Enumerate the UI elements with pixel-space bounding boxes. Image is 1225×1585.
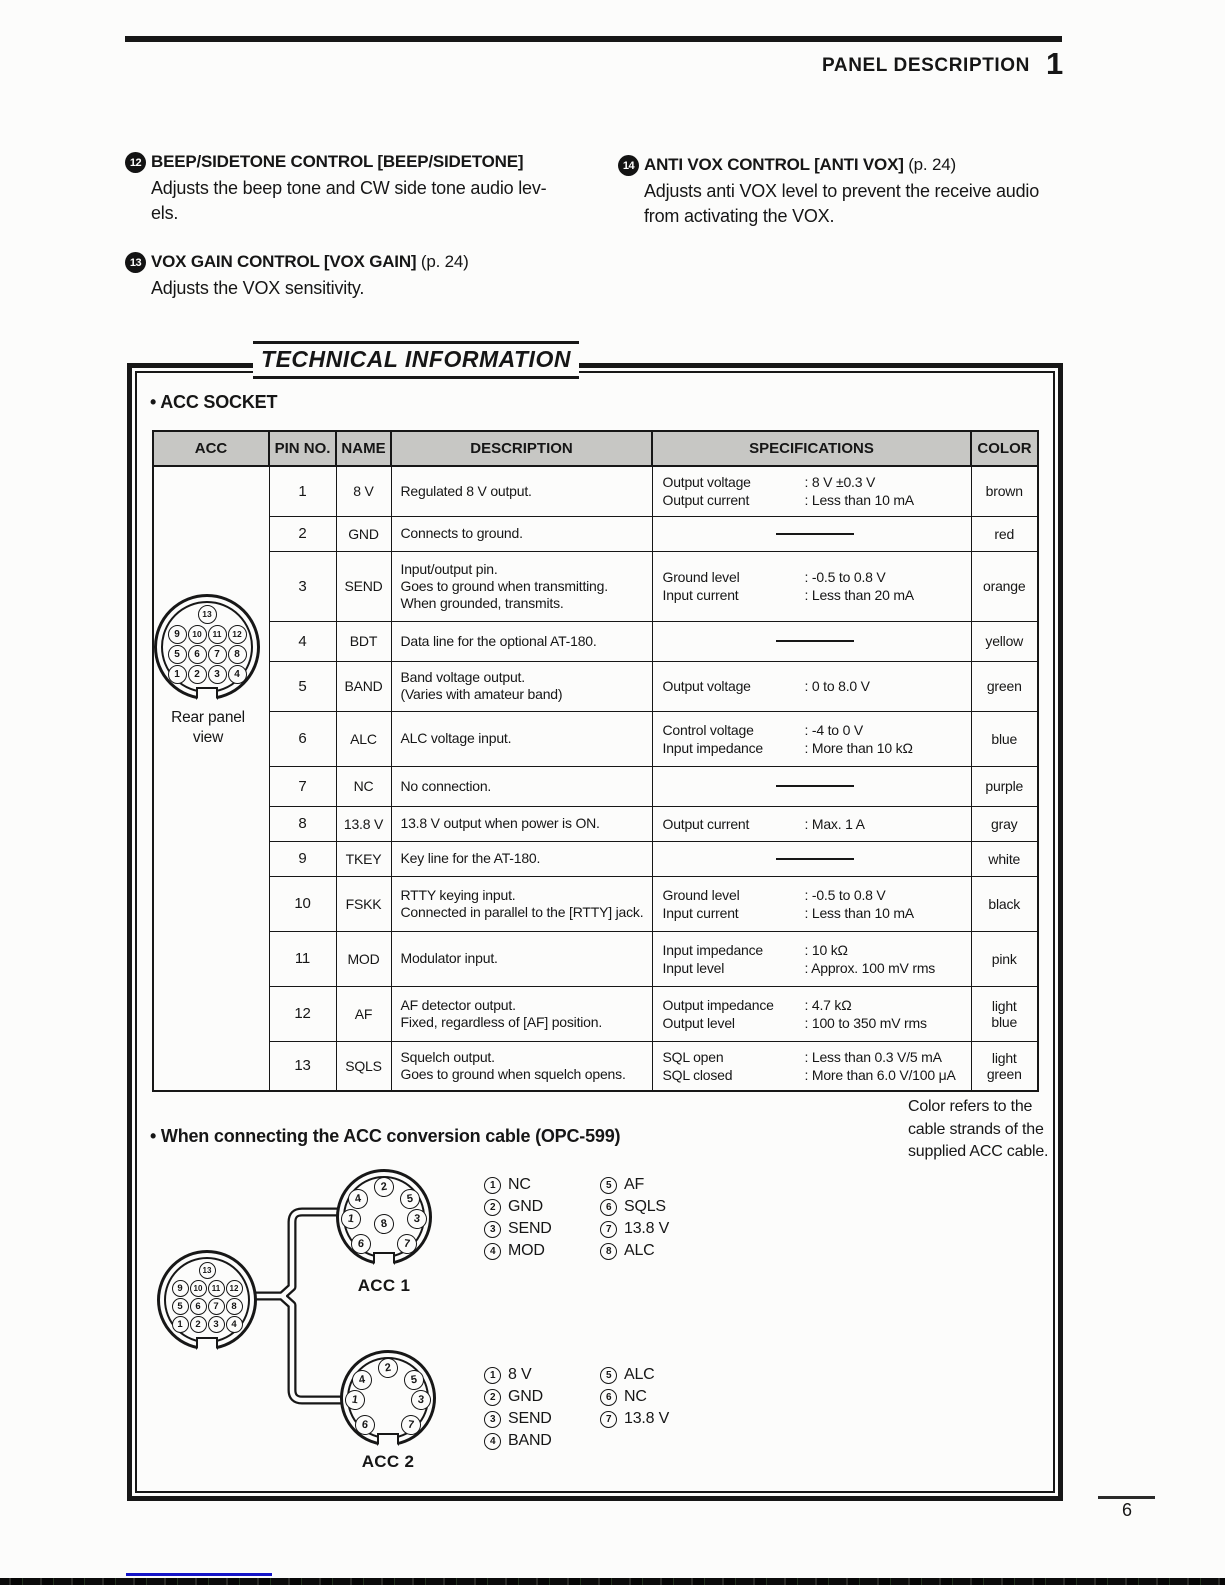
spec-label: Ground level	[662, 886, 740, 903]
pin-no-cell: 10	[269, 876, 336, 931]
page-ref: (p. 24)	[420, 252, 469, 271]
circled-pin-number: 3	[484, 1411, 501, 1428]
control-heading	[618, 155, 1108, 176]
pin-name: 8 V	[508, 1366, 532, 1383]
spec-value: : More than 6.0 V/100 μA	[804, 1066, 956, 1083]
acc1-pin-list-left	[484, 1174, 552, 1262]
color-cell: yellow	[971, 621, 1038, 661]
name-cell: GND	[336, 516, 391, 551]
pin-list-item	[600, 1386, 669, 1408]
pin-no-cell: 5	[269, 661, 336, 711]
spec-label: Output impedance	[662, 996, 774, 1013]
description-cell: Regulated 8 V output.	[391, 466, 652, 516]
pin-11: 11	[208, 625, 227, 644]
pin-3: 3	[208, 1316, 225, 1333]
circled-pin-number: 7	[600, 1221, 617, 1238]
pin-6: 6	[188, 645, 207, 664]
description-cell: RTTY keying input. Connected in parallel to the [RTTY] jack.	[391, 876, 652, 931]
spec-value: : 8 V ±0.3 V	[804, 474, 876, 491]
specifications-cell	[652, 516, 971, 551]
description-cell: No connection.	[391, 766, 652, 806]
pin-name: 13.8 V	[624, 1410, 670, 1427]
page-ref: (p. 24)	[908, 155, 956, 174]
pin-8: 8	[373, 1213, 396, 1236]
column-header-pin-no-: PIN NO.	[269, 431, 336, 466]
circled-pin-number: 3	[484, 1221, 501, 1238]
acc-socket-heading: • ACC SOCKET	[150, 392, 278, 412]
table-row	[153, 621, 1038, 661]
pin-no-cell: 1	[269, 466, 336, 516]
pin-name: ALC	[624, 1366, 655, 1383]
page-number: 6	[1121, 1500, 1132, 1520]
spec-value: : 100 to 350 mV rms	[804, 1014, 927, 1031]
pin-9: 9	[168, 625, 187, 644]
pin-name: GND	[508, 1388, 543, 1405]
control-title: BEEP/SIDETONE CONTROL [BEEP/SIDETONE]	[151, 152, 524, 171]
circled-pin-number: 4	[484, 1243, 501, 1260]
color-cell: red	[971, 516, 1038, 551]
pin-list-item	[484, 1196, 552, 1218]
circled-pin-number: 5	[600, 1367, 617, 1384]
conversion-13pin-socket	[157, 1250, 257, 1350]
pin-name: SEND	[508, 1410, 552, 1427]
name-cell: ALC	[336, 711, 391, 766]
spec-label: Output current	[662, 815, 750, 832]
specifications-cell	[652, 661, 971, 711]
pin-1: 1	[172, 1316, 189, 1333]
pin-no-cell: 12	[269, 986, 336, 1041]
pin-8: 8	[226, 1298, 243, 1315]
pin-3: 3	[410, 1389, 433, 1412]
pin-3: 3	[208, 665, 227, 684]
pin-list-item	[484, 1386, 552, 1408]
spec-value: : More than 10 kΩ	[804, 739, 913, 756]
control-body: Adjusts the beep tone and CW side tone audio lev- els.	[151, 178, 547, 223]
column-header-specifications: SPECIFICATIONS	[652, 431, 971, 466]
color-note: Color refers to the cable strands of the supplied ACC cable.	[908, 1098, 1049, 1160]
spec-label: SQL open	[662, 1048, 724, 1065]
acc1-connector	[336, 1169, 432, 1265]
spec-value: : Less than 10 mA	[804, 904, 914, 921]
acc-socket-table	[152, 430, 1039, 1092]
pin-13: 13	[199, 1262, 216, 1279]
table-row	[153, 931, 1038, 986]
pin-no-cell: 3	[269, 551, 336, 621]
pin-4: 4	[226, 1316, 243, 1333]
pin-name: SEND	[508, 1220, 552, 1237]
pin-4: 4	[351, 1369, 374, 1392]
pin-name: AF	[624, 1176, 645, 1193]
column-header-description: DESCRIPTION	[391, 431, 652, 466]
control-heading	[125, 252, 610, 273]
color-cell: gray	[971, 806, 1038, 841]
specifications-cell	[652, 1041, 971, 1091]
table-row	[153, 711, 1038, 766]
pin-list-item	[600, 1364, 669, 1386]
pin-3: 3	[406, 1208, 429, 1231]
spec-label: Input level	[662, 959, 725, 976]
spec-label: SQL closed	[662, 1066, 733, 1083]
spec-value: : 0 to 8.0 V	[804, 678, 870, 694]
pin-2: 2	[188, 665, 207, 684]
pin-list-item	[484, 1364, 552, 1386]
pin-13: 13	[198, 605, 217, 624]
spec-value: : Less than 20 mA	[804, 587, 914, 603]
acc2-connector	[340, 1350, 436, 1446]
control-body: Adjusts anti VOX level to prevent the receive audio from activating the VOX.	[644, 181, 1040, 226]
acc1-pin-list-right	[600, 1174, 669, 1262]
connector-notch	[196, 1337, 218, 1350]
table-row	[153, 876, 1038, 931]
page-number-rule	[1098, 1496, 1155, 1499]
pin-no-cell: 13	[269, 1041, 336, 1091]
pin-list-item	[484, 1218, 552, 1240]
color-cell: purple	[971, 766, 1038, 806]
circled-pin-number: 2	[484, 1389, 501, 1406]
color-cell: green	[971, 661, 1038, 711]
circled-pin-number: 6	[600, 1199, 617, 1216]
description-cell: Modulator input.	[391, 931, 652, 986]
spec-label: Ground level	[662, 569, 740, 585]
specifications-cell	[652, 986, 971, 1041]
column-header-name: NAME	[336, 431, 391, 466]
pin-no-cell: 2	[269, 516, 336, 551]
name-cell: BAND	[336, 661, 391, 711]
specifications-cell	[652, 621, 971, 661]
pin-name: MOD	[508, 1242, 545, 1259]
acc-diagram-cell	[153, 466, 269, 1091]
pin-6: 6	[190, 1298, 207, 1315]
circled-number-badge: 13	[125, 252, 146, 273]
pin-name: BAND	[508, 1432, 552, 1449]
spec-label: Input impedance	[662, 739, 764, 756]
name-cell: TKEY	[336, 841, 391, 876]
pin-list-item	[600, 1196, 669, 1218]
pin-4: 4	[347, 1188, 370, 1211]
control-body: Adjusts the VOX sensitivity.	[151, 278, 365, 298]
table-row	[153, 806, 1038, 841]
color-cell: blue	[971, 711, 1038, 766]
no-spec-dash	[776, 858, 854, 860]
table-row	[153, 986, 1038, 1041]
control-item-13	[125, 252, 610, 301]
spec-label: Input impedance	[662, 941, 764, 958]
no-spec-dash	[776, 533, 854, 535]
spec-value: : -4 to 0 V	[804, 721, 863, 738]
name-cell: NC	[336, 766, 391, 806]
column-header-acc: ACC	[153, 431, 269, 466]
pin-no-cell: 11	[269, 931, 336, 986]
pin-5: 5	[399, 1188, 422, 1211]
spec-value: : Less than 10 mA	[804, 492, 914, 509]
color-cell: black	[971, 876, 1038, 931]
spec-value: : -0.5 to 0.8 V	[804, 886, 886, 903]
pin-10: 10	[188, 625, 207, 644]
spec-label: Input current	[662, 587, 739, 603]
specifications-cell	[652, 806, 971, 841]
pin-name: NC	[624, 1388, 647, 1405]
pin-name: GND	[508, 1198, 543, 1215]
name-cell: 13.8 V	[336, 806, 391, 841]
description-cell: Input/output pin. Goes to ground when transmitting. When grounded, transmits.	[391, 551, 652, 621]
specifications-cell	[652, 931, 971, 986]
control-heading	[125, 152, 610, 173]
circled-pin-number: 5	[600, 1177, 617, 1194]
specifications-cell	[652, 466, 971, 516]
specifications-cell	[652, 551, 971, 621]
pin-4: 4	[228, 665, 247, 684]
description-cell: Squelch output. Goes to ground when squelch opens.	[391, 1041, 652, 1091]
color-cell: pink	[971, 931, 1038, 986]
pin-list-item	[600, 1240, 669, 1262]
description-cell: Band voltage output. (Varies with amateur band)	[391, 661, 652, 711]
pin-list-item	[600, 1218, 669, 1240]
connector-notch	[196, 687, 218, 700]
pin-2: 2	[377, 1357, 400, 1380]
name-cell: 8 V	[336, 466, 391, 516]
pin-no-cell: 7	[269, 766, 336, 806]
spec-value: : Max. 1 A	[804, 815, 865, 832]
spec-label: Output voltage	[662, 474, 751, 491]
pin-list-item	[484, 1430, 552, 1452]
name-cell: FSKK	[336, 876, 391, 931]
table-row	[153, 516, 1038, 551]
connector-notch	[377, 1433, 399, 1446]
page-title: PANEL DESCRIPTION	[822, 55, 1030, 76]
pin-11: 11	[208, 1280, 225, 1297]
table-row	[153, 466, 1038, 516]
color-cell: orange	[971, 551, 1038, 621]
pin-1: 1	[168, 665, 187, 684]
spec-value: : Less than 0.3 V/5 mA	[804, 1048, 942, 1065]
spec-value: : 4.7 kΩ	[804, 996, 852, 1013]
technical-information-title: TECHNICAL INFORMATION	[253, 341, 579, 387]
control-title: VOX GAIN CONTROL [VOX GAIN] (p. 24)	[151, 252, 469, 271]
circled-pin-number: 1	[484, 1177, 501, 1194]
color-cell: brown	[971, 466, 1038, 516]
pin-12: 12	[228, 625, 247, 644]
circled-pin-number: 2	[484, 1199, 501, 1216]
description-cell: Key line for the AT-180.	[391, 841, 652, 876]
circled-number-badge: 14	[618, 155, 639, 176]
spec-label: Control voltage	[662, 721, 754, 738]
no-spec-dash	[776, 640, 854, 642]
left-text-column	[125, 152, 610, 327]
table-row	[153, 551, 1038, 621]
header-rule	[125, 36, 1062, 42]
description-cell: Connects to ground.	[391, 516, 652, 551]
spec-label: Output current	[662, 492, 750, 509]
pin-list-item	[484, 1408, 552, 1430]
pin-6: 6	[354, 1414, 377, 1437]
table-row	[153, 1041, 1038, 1091]
connector-notch	[373, 1252, 395, 1265]
acc2-pin-list-left	[484, 1364, 552, 1452]
spec-value: : 10 kΩ	[804, 941, 848, 958]
description-cell: ALC voltage input.	[391, 711, 652, 766]
pin-no-cell: 8	[269, 806, 336, 841]
pin-7: 7	[400, 1414, 423, 1437]
pin-name: 13.8 V	[624, 1220, 670, 1237]
circled-pin-number: 4	[484, 1433, 501, 1450]
spec-label: Output level	[662, 1014, 735, 1031]
pin-1: 1	[344, 1389, 367, 1412]
pin-list-item	[600, 1408, 669, 1430]
scan-blue-mark	[126, 1573, 272, 1576]
pin-name: NC	[508, 1176, 531, 1193]
specifications-cell	[652, 876, 971, 931]
pin-5: 5	[168, 645, 187, 664]
right-text-column	[618, 155, 1108, 255]
description-cell: AF detector output. Fixed, regardless of [AF] position.	[391, 986, 652, 1041]
no-spec-dash	[776, 785, 854, 787]
specifications-cell	[652, 711, 971, 766]
chapter-number: 1	[1046, 46, 1064, 81]
control-item-12	[125, 152, 610, 226]
pin-9: 9	[172, 1280, 189, 1297]
pin-7: 7	[396, 1233, 419, 1256]
name-cell: BDT	[336, 621, 391, 661]
pin-10: 10	[190, 1280, 207, 1297]
name-cell: SEND	[336, 551, 391, 621]
color-cell: light blue	[971, 986, 1038, 1041]
color-cell: white	[971, 841, 1038, 876]
circled-pin-number: 7	[600, 1411, 617, 1428]
name-cell: SQLS	[336, 1041, 391, 1091]
specifications-cell	[652, 841, 971, 876]
specifications-cell	[652, 766, 971, 806]
pin-no-cell: 4	[269, 621, 336, 661]
pin-list-item	[600, 1174, 669, 1196]
column-header-color: COLOR	[971, 431, 1038, 466]
acc2-label: ACC 2	[361, 1452, 415, 1471]
spec-label: Input current	[662, 904, 739, 921]
rear-panel-caption: Rear panel view	[171, 709, 245, 746]
description-cell: Data line for the optional AT-180.	[391, 621, 652, 661]
pin-list-item	[484, 1174, 552, 1196]
pin-2: 2	[373, 1176, 396, 1199]
name-cell: AF	[336, 986, 391, 1041]
table-row	[153, 841, 1038, 876]
name-cell: MOD	[336, 931, 391, 986]
circled-pin-number: 8	[600, 1243, 617, 1260]
circled-number-badge: 12	[125, 152, 146, 173]
conversion-cable-heading: • When connecting the ACC conversion cable (OPC-599)	[150, 1126, 621, 1146]
pin-5: 5	[403, 1369, 426, 1392]
pin-5: 5	[172, 1298, 189, 1315]
acc-socket-rear-panel-connector	[154, 594, 260, 700]
pin-12: 12	[226, 1280, 243, 1297]
pin-1: 1	[340, 1208, 363, 1231]
spec-value: : -0.5 to 0.8 V	[804, 569, 886, 585]
pin-list-item	[484, 1240, 552, 1262]
circled-pin-number: 6	[600, 1389, 617, 1406]
table-row	[153, 661, 1038, 711]
table-row	[153, 766, 1038, 806]
pin-2: 2	[190, 1316, 207, 1333]
control-title: ANTI VOX CONTROL [ANTI VOX] (p. 24)	[644, 155, 956, 174]
acc2-pin-list-right	[600, 1364, 669, 1430]
pin-7: 7	[208, 1298, 225, 1315]
spec-label: Output voltage	[662, 678, 751, 694]
pin-6: 6	[350, 1233, 373, 1256]
description-cell: 13.8 V output when power is ON.	[391, 806, 652, 841]
pin-name: ALC	[624, 1242, 655, 1259]
pin-no-cell: 6	[269, 711, 336, 766]
circled-pin-number: 1	[484, 1367, 501, 1384]
pin-name: SQLS	[624, 1198, 666, 1215]
pin-7: 7	[208, 645, 227, 664]
control-item-14	[618, 155, 1108, 229]
pin-no-cell: 9	[269, 841, 336, 876]
spec-value: : Approx. 100 mV rms	[804, 959, 936, 976]
color-cell: light green	[971, 1041, 1038, 1091]
pin-8: 8	[228, 645, 247, 664]
scan-edge-artifact	[0, 1578, 1225, 1585]
acc1-label: ACC 1	[357, 1276, 411, 1295]
